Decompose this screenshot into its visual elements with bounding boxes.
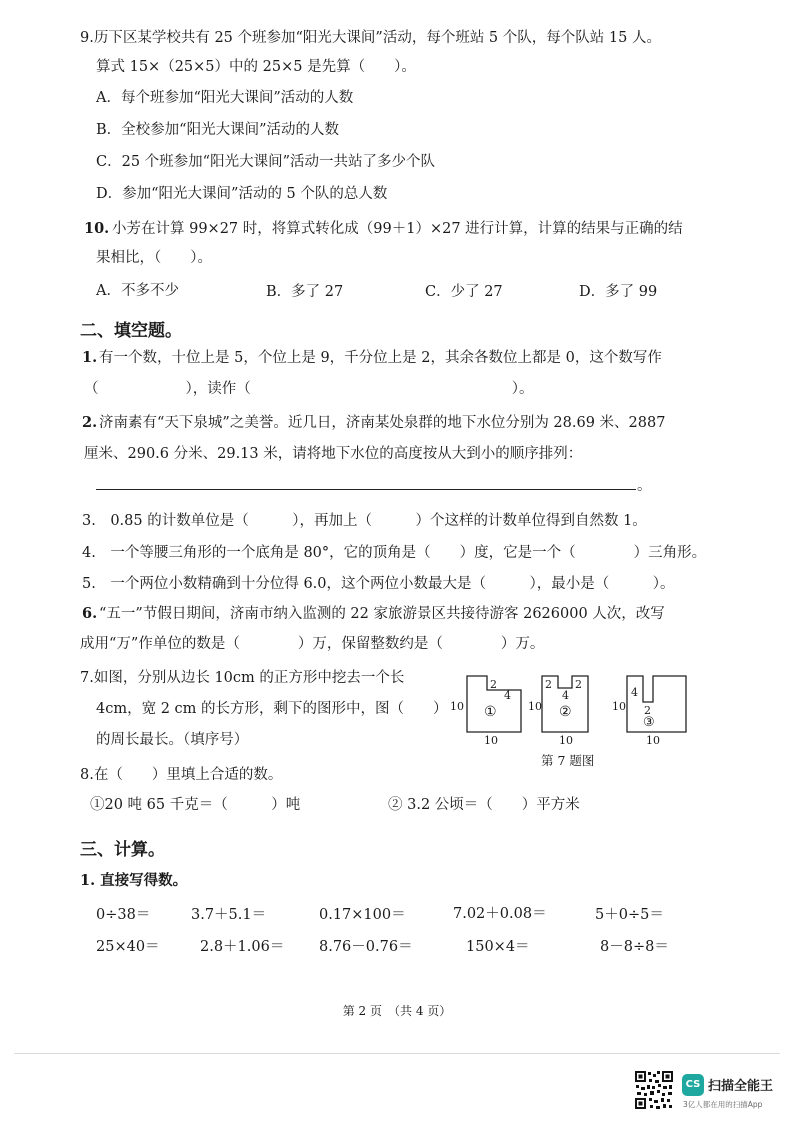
fig3-side: 10 [612,700,626,713]
fig1-cut-w: 2 [490,678,497,691]
f6-number: 6. [82,605,98,622]
figure-caption: 第 7 题图 [541,753,595,768]
f1-line2: （ ），读作（ ）。 [84,381,534,397]
calc-r2-c2: 2.8＋1.06＝ [200,939,285,955]
f7-line1: 7.如图，分别从边长 10cm 的正方形中挖去一个长 [80,670,405,686]
f2-line1: 济南素有“天下泉城”之美誉。近几日，济南某处泉群的地下水位分别为 28.69 米、2887 [99,415,666,431]
calc-r1-c1: 0÷38＝ [96,907,151,923]
f5-text: 5. 一个两位小数精确到十分位得 6.0，这个两位小数最大是（ ），最小是（ ）。 [82,576,675,592]
q9-option-c: C．25 个班参加“阳光大课间”活动一共站了多少个队 [96,154,435,170]
page-bottom-divider [14,1053,780,1054]
fig1-bottom: 10 [484,734,498,747]
calc-r1-c3: 0.17×100＝ [319,907,406,923]
fig1-cut-h: 4 [504,689,511,702]
fig3-label: ③ [643,715,655,730]
camscanner-logo: CS [682,1074,704,1096]
page-footer: 第 2 页 （共 4 页） [342,1004,452,1018]
fig2-cut-w2: 2 [575,678,582,691]
q10-number: 10. [84,220,110,237]
f2-answer-line [96,489,636,490]
camscanner-tagline: 3亿人都在用的扫描App [683,1100,763,1109]
section-2-title: 二、填空题。 [80,321,182,341]
fig1-label: ① [484,704,497,720]
f8-line1: 8.在（ ）里填上合适的数。 [80,767,283,783]
q9-option-b: B．全校参加“阳光大课间”活动的人数 [96,122,339,138]
f6-line1: “五一”节假日期间，济南市纳入监测的 22 家旅游景区共接待游客 2626000 人次，改写 [99,606,665,622]
f4-text: 4. 一个等腰三角形的一个底角是 80°，它的顶角是（ ）度，它是一个（ ）三角形。 [82,545,707,561]
fig3-cut-h: 4 [631,686,638,699]
q9-line2: 算式 15×（25×5）中的 25×5 是先算（ ）。 [96,59,416,75]
q10-option-b: B．多了 27 [266,284,344,300]
fig2-cut-h: 4 [562,689,569,702]
fig3-bottom: 10 [646,734,660,747]
fig2-cut-w: 2 [545,678,552,691]
section-3-title: 三、计算。 [80,840,165,860]
f1-line1: 有一个数，十位上是 5，个位上是 9，千分位上是 2，其余各数位上都是 0，这个数写作 [99,350,662,366]
calc-r2-c5: 8－8÷8＝ [600,939,669,955]
f8-item1: ①20 吨 65 千克＝（ ）吨 [90,797,301,813]
q10-option-c: C．少了 27 [425,284,503,300]
fig3-cut-w: 2 [644,704,651,717]
calc-r2-c1: 25×40＝ [96,939,160,955]
q10-stem: 小芳在计算 99×27 时，将算式转化成（99＋1）×27 进行计算，计算的结果与正确的结 [112,221,683,237]
fig1-side: 10 [450,700,464,713]
calc-r2-c3: 8.76－0.76＝ [319,939,413,955]
qr-code-icon [634,1070,674,1110]
f1-number: 1. [82,349,98,366]
f7-line3: 的周长最长。（填序号） [96,732,249,748]
fig2-bottom: 10 [559,734,573,747]
q10-option-d: D．多了 99 [579,284,658,300]
camscanner-name: 扫描全能王 [708,1079,774,1094]
calc-r2-c4: 150×4＝ [466,939,530,955]
c1-title: 1. 直接写得数。 [80,872,188,889]
f8-item2: ② 3.2 公顷＝（ ）平方米 [388,797,580,813]
q7-figure [440,662,710,772]
f7-line2: 4cm，宽 2 cm 的长方形，剩下的图形中，图（ ） [96,701,448,717]
q9-option-d: D．参加“阳光大课间”活动的 5 个队的总人数 [96,186,388,202]
q10-option-a: A．不多不少 [96,283,179,299]
f6-line2: 成用“万”作单位的数是（ ）万，保留整数约是（ ）万。 [80,636,545,652]
fig3-outline [627,676,686,732]
f2-end-mark: 。 [637,478,652,494]
q10-line2: 果相比，（ ）。 [96,250,212,266]
q9-option-a: A．每个班参加“阳光大课间”活动的人数 [96,90,354,106]
calc-r1-c4: 7.02＋0.08＝ [453,906,547,922]
f3-text: 3. 0.85 的计数单位是（ ），再加上（ ）个这样的计数单位得到自然数 1。 [82,513,647,529]
fig2-side: 10 [528,700,542,713]
f2-line2: 厘米、290.6 分米、29.13 米，请将地下水位的高度按从大到小的顺序排列： [84,446,583,462]
q9-stem: 9.历下区某学校共有 25 个班参加“阳光大课间”活动，每个班站 5 个队，每个队站 15 人。 [80,30,661,46]
calc-r1-c2: 3.7＋5.1＝ [191,907,267,923]
f2-number: 2. [82,414,98,431]
fig2-label: ② [559,704,572,720]
calc-r1-c5: 5＋0÷5＝ [595,907,664,923]
